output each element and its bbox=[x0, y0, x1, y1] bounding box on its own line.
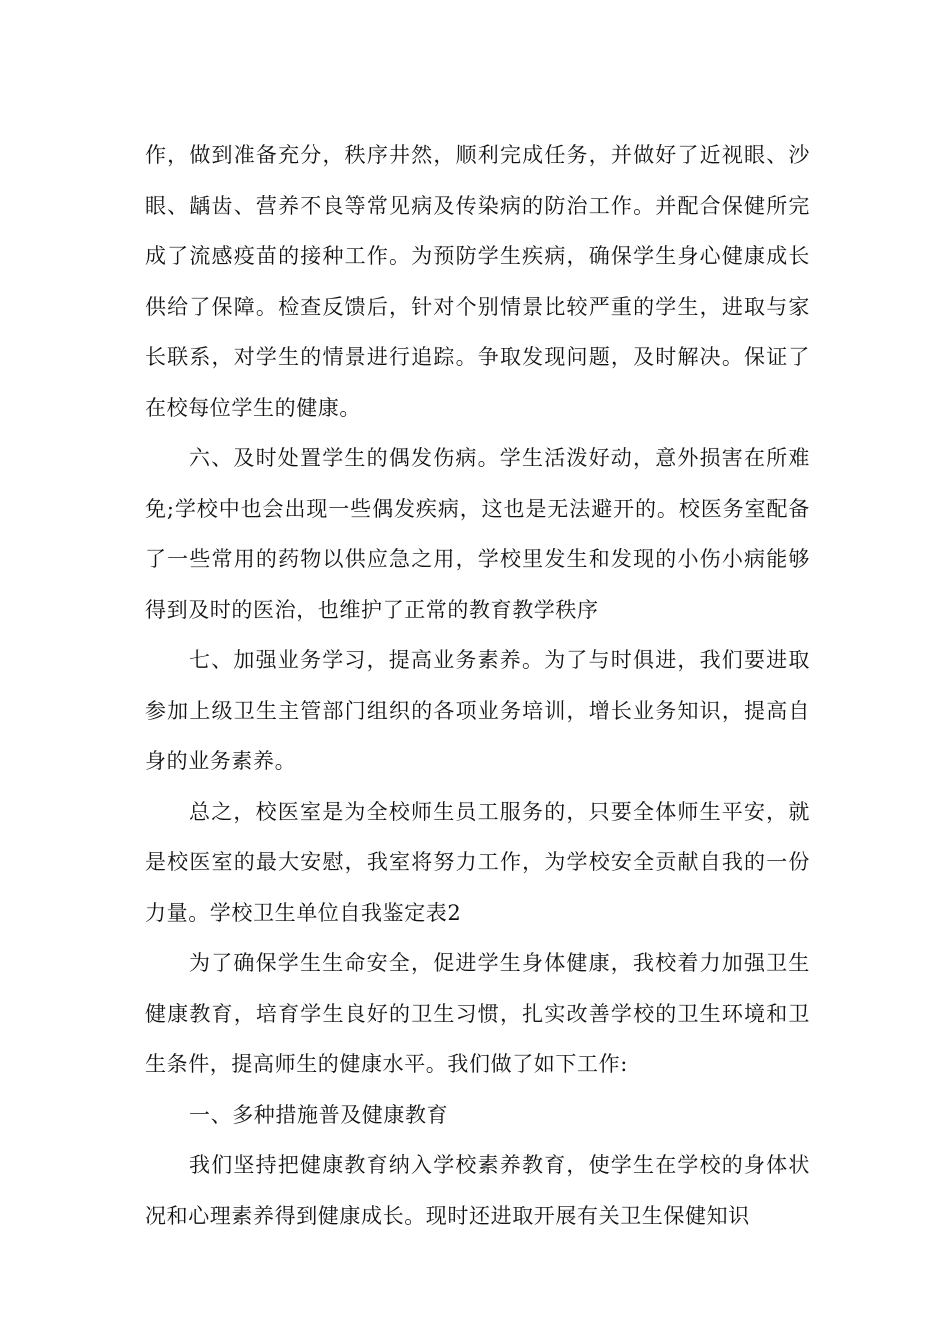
section-heading-1: 一、多种措施普及健康教育 bbox=[189, 1102, 449, 1127]
paragraph-section-1-body: 我们坚持把健康教育纳入学校素养教育，使学生在学校的身体状况和心理素养得到健康成长。现时还进取开展有关卫生保健知识 bbox=[145, 1153, 810, 1228]
paragraph-summary: 总之，校医室是为全校师生员工服务的，只要全体师生平安，就是校医室的最大安慰，我室将努力工作，为学校安全贡献自我的一份力量。学校卫生单位自我鉴定表2 bbox=[145, 799, 810, 925]
paragraph-section-7: 七、加强业务学习，提高业务素养。为了与时俱进，我们要进取参加上级卫生主管部门组织的各项业务培训，增长业务知识，提高自身的业务素养。 bbox=[145, 648, 810, 773]
document-body bbox=[145, 130, 810, 1241]
paragraph-continuation: 作，做到准备充分，秩序井然，顺利完成任务，并做好了近视眼、沙眼、龋齿、营养不良等常见病及传染病的防治工作。并配合保健所完成了流感疫苗的接种工作。为预防学生疾病，确保学生身心健康成长供给了保障。检查反馈后，针对个别情景比较严重的学生，进取与家长联系，对学生的情景进行追踪。争取发现问题，及时解决。保证了在校每位学生的健康。 bbox=[145, 143, 810, 420]
paragraph-section-6: 六、及时处置学生的偶发伤病。学生活泼好动，意外损害在所难免;学校中也会出现一些偶发疾病，这也是无法避开的。校医务室配备了一些常用的药物以供应急之用，学校里发生和发现的小伤小病能够得到及时的医治，也维护了正常的教育教学秩序 bbox=[145, 446, 810, 622]
paragraph-intro-2: 为了确保学生生命安全，促进学生身体健康，我校着力加强卫生健康教育，培育学生良好的卫生习惯，扎实改善学校的卫生环境和卫生条件，提高师生的健康水平。我们做了如下工作: bbox=[145, 951, 810, 1076]
